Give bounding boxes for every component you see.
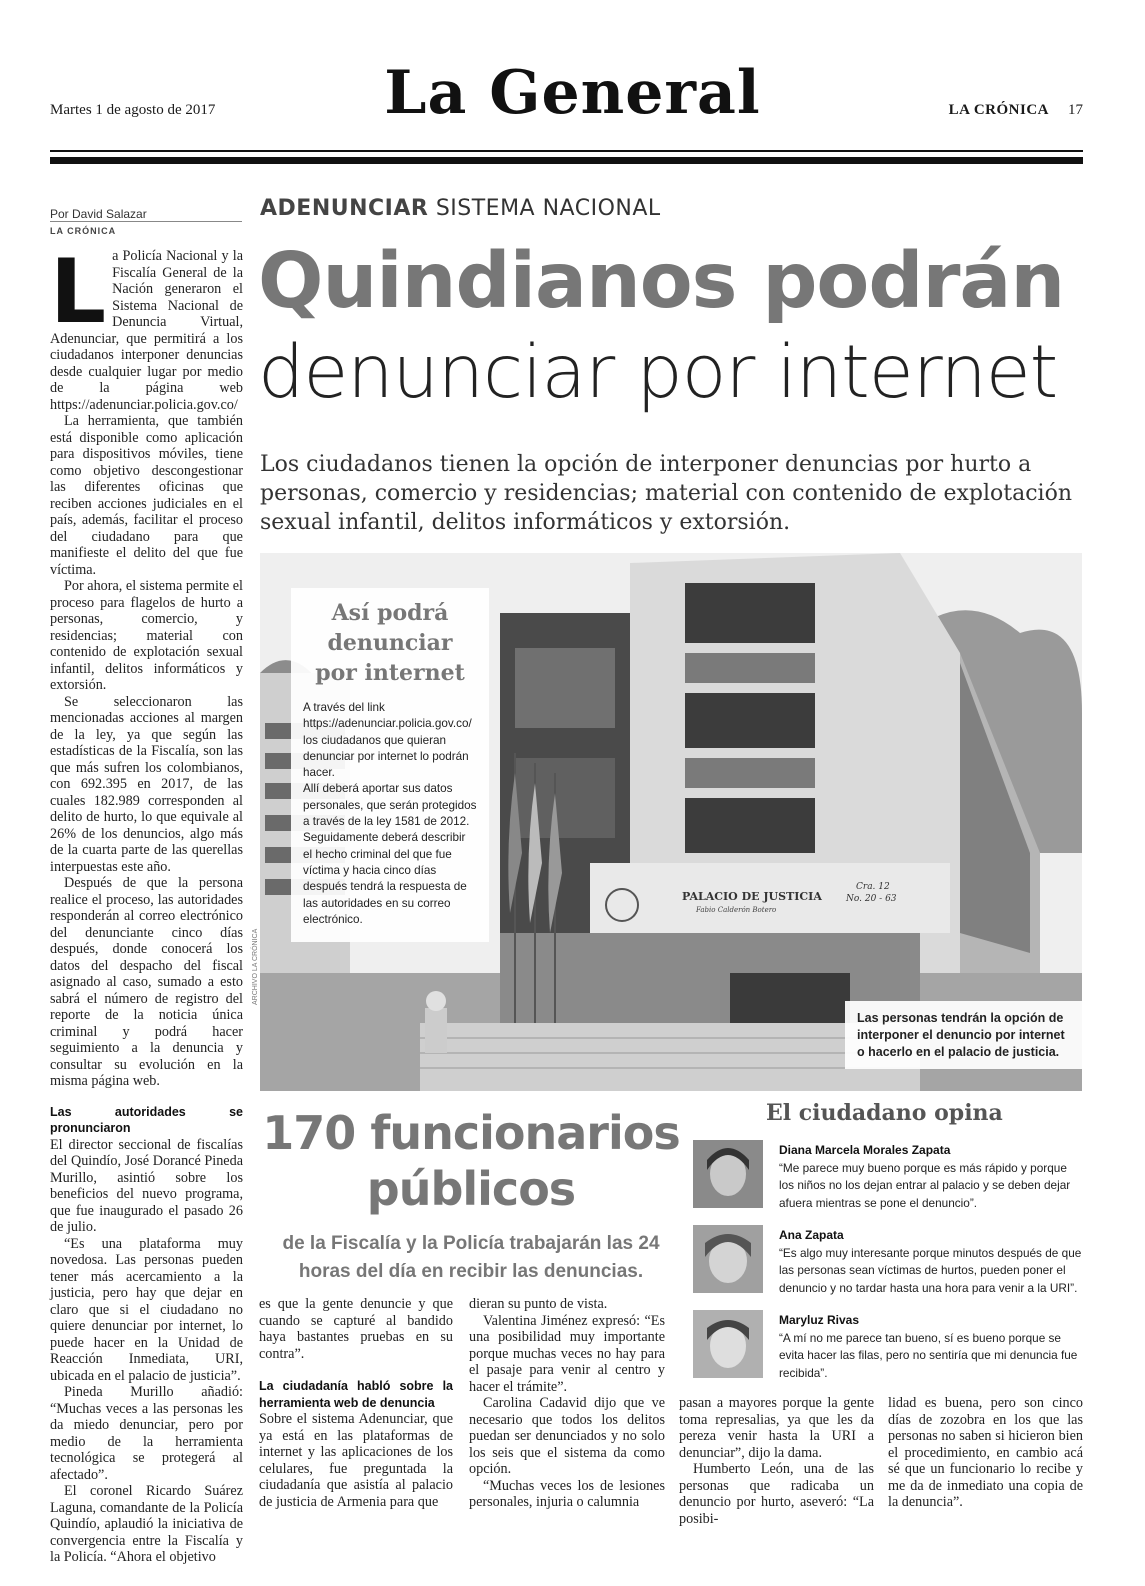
photo-sign-addr2: No. 20 - 63 <box>846 894 897 904</box>
article-paragraph: El coronel Ricardo Suárez Laguna, comandante de la Policía Quindío, aplaudió la iniciativa de convergencia entre la Fiscalía y la Policía. “Ahora el objetivo <box>50 1483 243 1565</box>
infobox-body <box>303 700 477 928</box>
infobox <box>291 588 489 942</box>
newspaper-name: LA CRÓNICA <box>948 102 1049 118</box>
article-paragraph: dieran su punto de vista. <box>469 1296 608 1312</box>
middle-column-1 <box>259 1296 453 1510</box>
left-column <box>50 240 243 1566</box>
kicker-label: SISTEMA NACIONAL <box>435 196 661 221</box>
photo-sign-main: PALACIO DE JUSTICIA <box>682 890 822 903</box>
avatar <box>693 1310 763 1378</box>
opinion-name: Ana Zapata <box>779 1228 844 1242</box>
opinion-quote: “A mí no me parece tan bueno, sí es bueno porque se evita hacer las filas, pero no sentiría que mi denuncia fue recibida”. <box>779 1330 1078 1380</box>
article-paragraph: El director seccional de fiscalías del Quindío, José Dorancé Pineda Murillo, asintió sobre los beneficios del nuevo programa, que fue inaugurado el pasado 26 de julio. <box>50 1136 243 1235</box>
infobox-paragraph: Allí deberá aportar sus datos personales, que serán protegidos a través de la ley 1581 de 2012. Seguidamente deberá describir el hecho criminal del que fue víctima y hacia cinco días después tendrá la respuesta de las autoridades en su correo electrónico. <box>303 782 477 926</box>
opinion-text <box>779 1312 1085 1382</box>
feature-subtitle: de la Fiscalía y la Policía trabajarán las 24 horas del día en recibir las denuncias. <box>282 1233 660 1282</box>
photo-sign-sub: Fabio Calderón Botero <box>696 906 777 914</box>
article-paragraph: La herramienta, que también está disponible como aplicación para dispositivos móviles, tiene como objetivo descongestionar las diferentes oficinas que reciben acciones judiciales en el país, además, facilitar el proceso del ciudadano para que manifieste el delito del que fue víctima. <box>50 413 243 578</box>
opinion-item <box>693 1225 1085 1295</box>
avatar <box>693 1140 763 1208</box>
article-paragraph: La Policía Nacional y la Fiscalía General de la Nación generaron el Sistema Nacional de Denuncia Virtual, Adenunciar, que permitirá a los ciudadanos interponer denuncias desde cualquier lugar por medio de la página web https://adenunciar.policia.gov.co/ <box>50 240 243 413</box>
middle-column-2 <box>469 1296 665 1511</box>
article-paragraph: Valentina Jiménez expresó: “Es una posibilidad muy importante porque muchas veces no hay para el pasaje para venir al centro y hacer el trámite”. <box>469 1312 665 1395</box>
opinion-title: El ciudadano opina <box>766 1100 1003 1126</box>
opinion-item <box>693 1140 1085 1210</box>
feature-number: 170 funcionarios públicos <box>262 1106 680 1216</box>
section-title: La General <box>384 58 761 128</box>
right-column-1 <box>679 1395 874 1527</box>
photo-sign-addr1: Cra. 12 <box>856 882 890 892</box>
infobox-title: Así podrá denunciar por internet <box>315 600 465 686</box>
opinion-name: Diana Marcela Morales Zapata <box>779 1143 951 1157</box>
article-paragraph: Después de que la persona realice el proceso, las autoridades responderán al correo electrónico del denunciante cinco días después, donde conocerá los datos del despacho del fiscal asignado al caso, sumado a esto sabrá el número de registro del reporte de la noticia única criminal y podrá hacer seguimiento a la denuncia y consultar su evolución en la misma página web. <box>50 875 243 1089</box>
page-number: 17 <box>1068 102 1083 118</box>
byline-paper: LA CRÓNICA <box>50 226 117 236</box>
article-paragraph: Pineda Murillo añadió: “Muchas veces a las personas les da miedo denunciar, pero por medio de la herramienta tecnológica se protegerá al afectado”. <box>50 1384 243 1483</box>
opinion-quote: “Me parece muy bueno porque es más rápido y porque los niños no los dejan entrar al palacio y se deben dejar afuera mientras se pone el denuncio”. <box>779 1160 1071 1210</box>
article-paragraph: lidad es buena, pero son cinco días de zozobra en los que las personas no saben si hicieron bien el procedimiento, en cambio acá sé que un funcionario lo recibe y me da de inmediato una copia de la denuncia”. <box>888 1395 1083 1510</box>
infobox-paragraph: A través del link https://adenunciar.policia.gov.co/ los ciudadanos que quieran denunciar por internet lo podrán hacer. <box>303 701 472 780</box>
article-paragraph: pasan a mayores porque la gente toma represalias, ya que les da pereza venir hasta la URI a denunciar”, dijo la dama. <box>679 1395 874 1461</box>
subhead: La ciudadanía habló sobre la herramienta web de denuncia <box>259 1379 453 1410</box>
dropcap: L <box>50 240 107 343</box>
article-paragraph: es que la gente denuncie y que cuando se capturé al bandido haya bastantes pruebas en su contra”. <box>259 1296 453 1362</box>
article-paragraph: Se seleccionaron las mencionadas acciones al margen de la ley, ya que según las estadísticas de la Fiscalía, son las que más sufren los colombianos, con 692.395 en 2017, de las cuales 182.989 corresponden al delito de hurto, lo que equivale al 26% de los denuncios, algo más de la cuarta parte de las querellas interpuestas este año. <box>50 693 243 875</box>
subhead: Las autoridades se pronunciaron <box>50 1104 243 1135</box>
opinion-text <box>779 1227 1085 1297</box>
article-paragraph: Por ahora, el sistema permite el proceso para flagelos de hurto a personas, comercio, y residencias; material con contenido de explotación sexual infantil, delitos informáticos y extorsión. <box>50 578 243 693</box>
opinion-item <box>693 1310 1085 1380</box>
header-rule-thin <box>50 150 1083 152</box>
right-column-2 <box>888 1395 1083 1511</box>
photo-caption: Las personas tendrán la opción de interponer el denuncio por internet o hacerlo en el palacio de justicia. <box>845 1001 1082 1069</box>
header-rule-thick <box>50 157 1083 164</box>
headline-line2: denunciar por internet <box>258 330 1058 415</box>
kicker <box>260 196 661 221</box>
article-paragraph: Carolina Cadavid dijo que ve necesario que todos los delitos puedan ser denunciados y no solo los seis que el sistema da como opción. <box>469 1395 665 1477</box>
opinion-text <box>779 1142 1085 1212</box>
kicker-brand: ADENUNCIAR <box>260 196 429 221</box>
opinion-quote: “Es algo muy interesante porque minutos después de que las personas sean víctimas de hurtos, pueden poner el denuncio y no tardar hasta una hora para venir a la URI”. <box>779 1245 1082 1295</box>
avatar <box>693 1225 763 1293</box>
article-paragraph: Humberto León, una de las personas que radicaba un denuncio por hurto, aseveró: “La posibi- <box>679 1461 874 1527</box>
byline-rule <box>50 221 242 222</box>
header-date: Martes 1 de agosto de 2017 <box>50 102 216 118</box>
article-paragraph: Sobre el sistema Adenunciar, que ya está en las plataformas de internet y las aplicaciones de los celulares, fue preguntada la ciudadanía que asistía al palacio de justicia de Armenia para que <box>259 1411 453 1510</box>
byline-author: Por David Salazar <box>50 207 147 221</box>
headline-line1: Quindianos podrán <box>258 237 1065 326</box>
deck: Los ciudadanos tienen la opción de interponer denuncias por hurto a personas, comercio y residencias; material con contenido de explotación sexual infantil, delitos informáticos y extorsión. <box>260 452 1073 535</box>
photo-credit: ARCHIVO LA CRÓNICA <box>252 928 259 1005</box>
article-paragraph: “Es una plataforma muy novedosa. Las personas pueden tener más acercamiento a la justicia, pero hay que dejar en claro que si el ciudadano no quiere denunciar por internet, lo puede hacer en la Unidad de Reacción Inmediata, URI, ubicada en el palacio de justicia”. <box>50 1235 243 1384</box>
opinion-name: Maryluz Rivas <box>779 1313 860 1327</box>
article-paragraph: “Muchas veces los de lesiones personales, injuria o calumnia <box>469 1477 665 1510</box>
